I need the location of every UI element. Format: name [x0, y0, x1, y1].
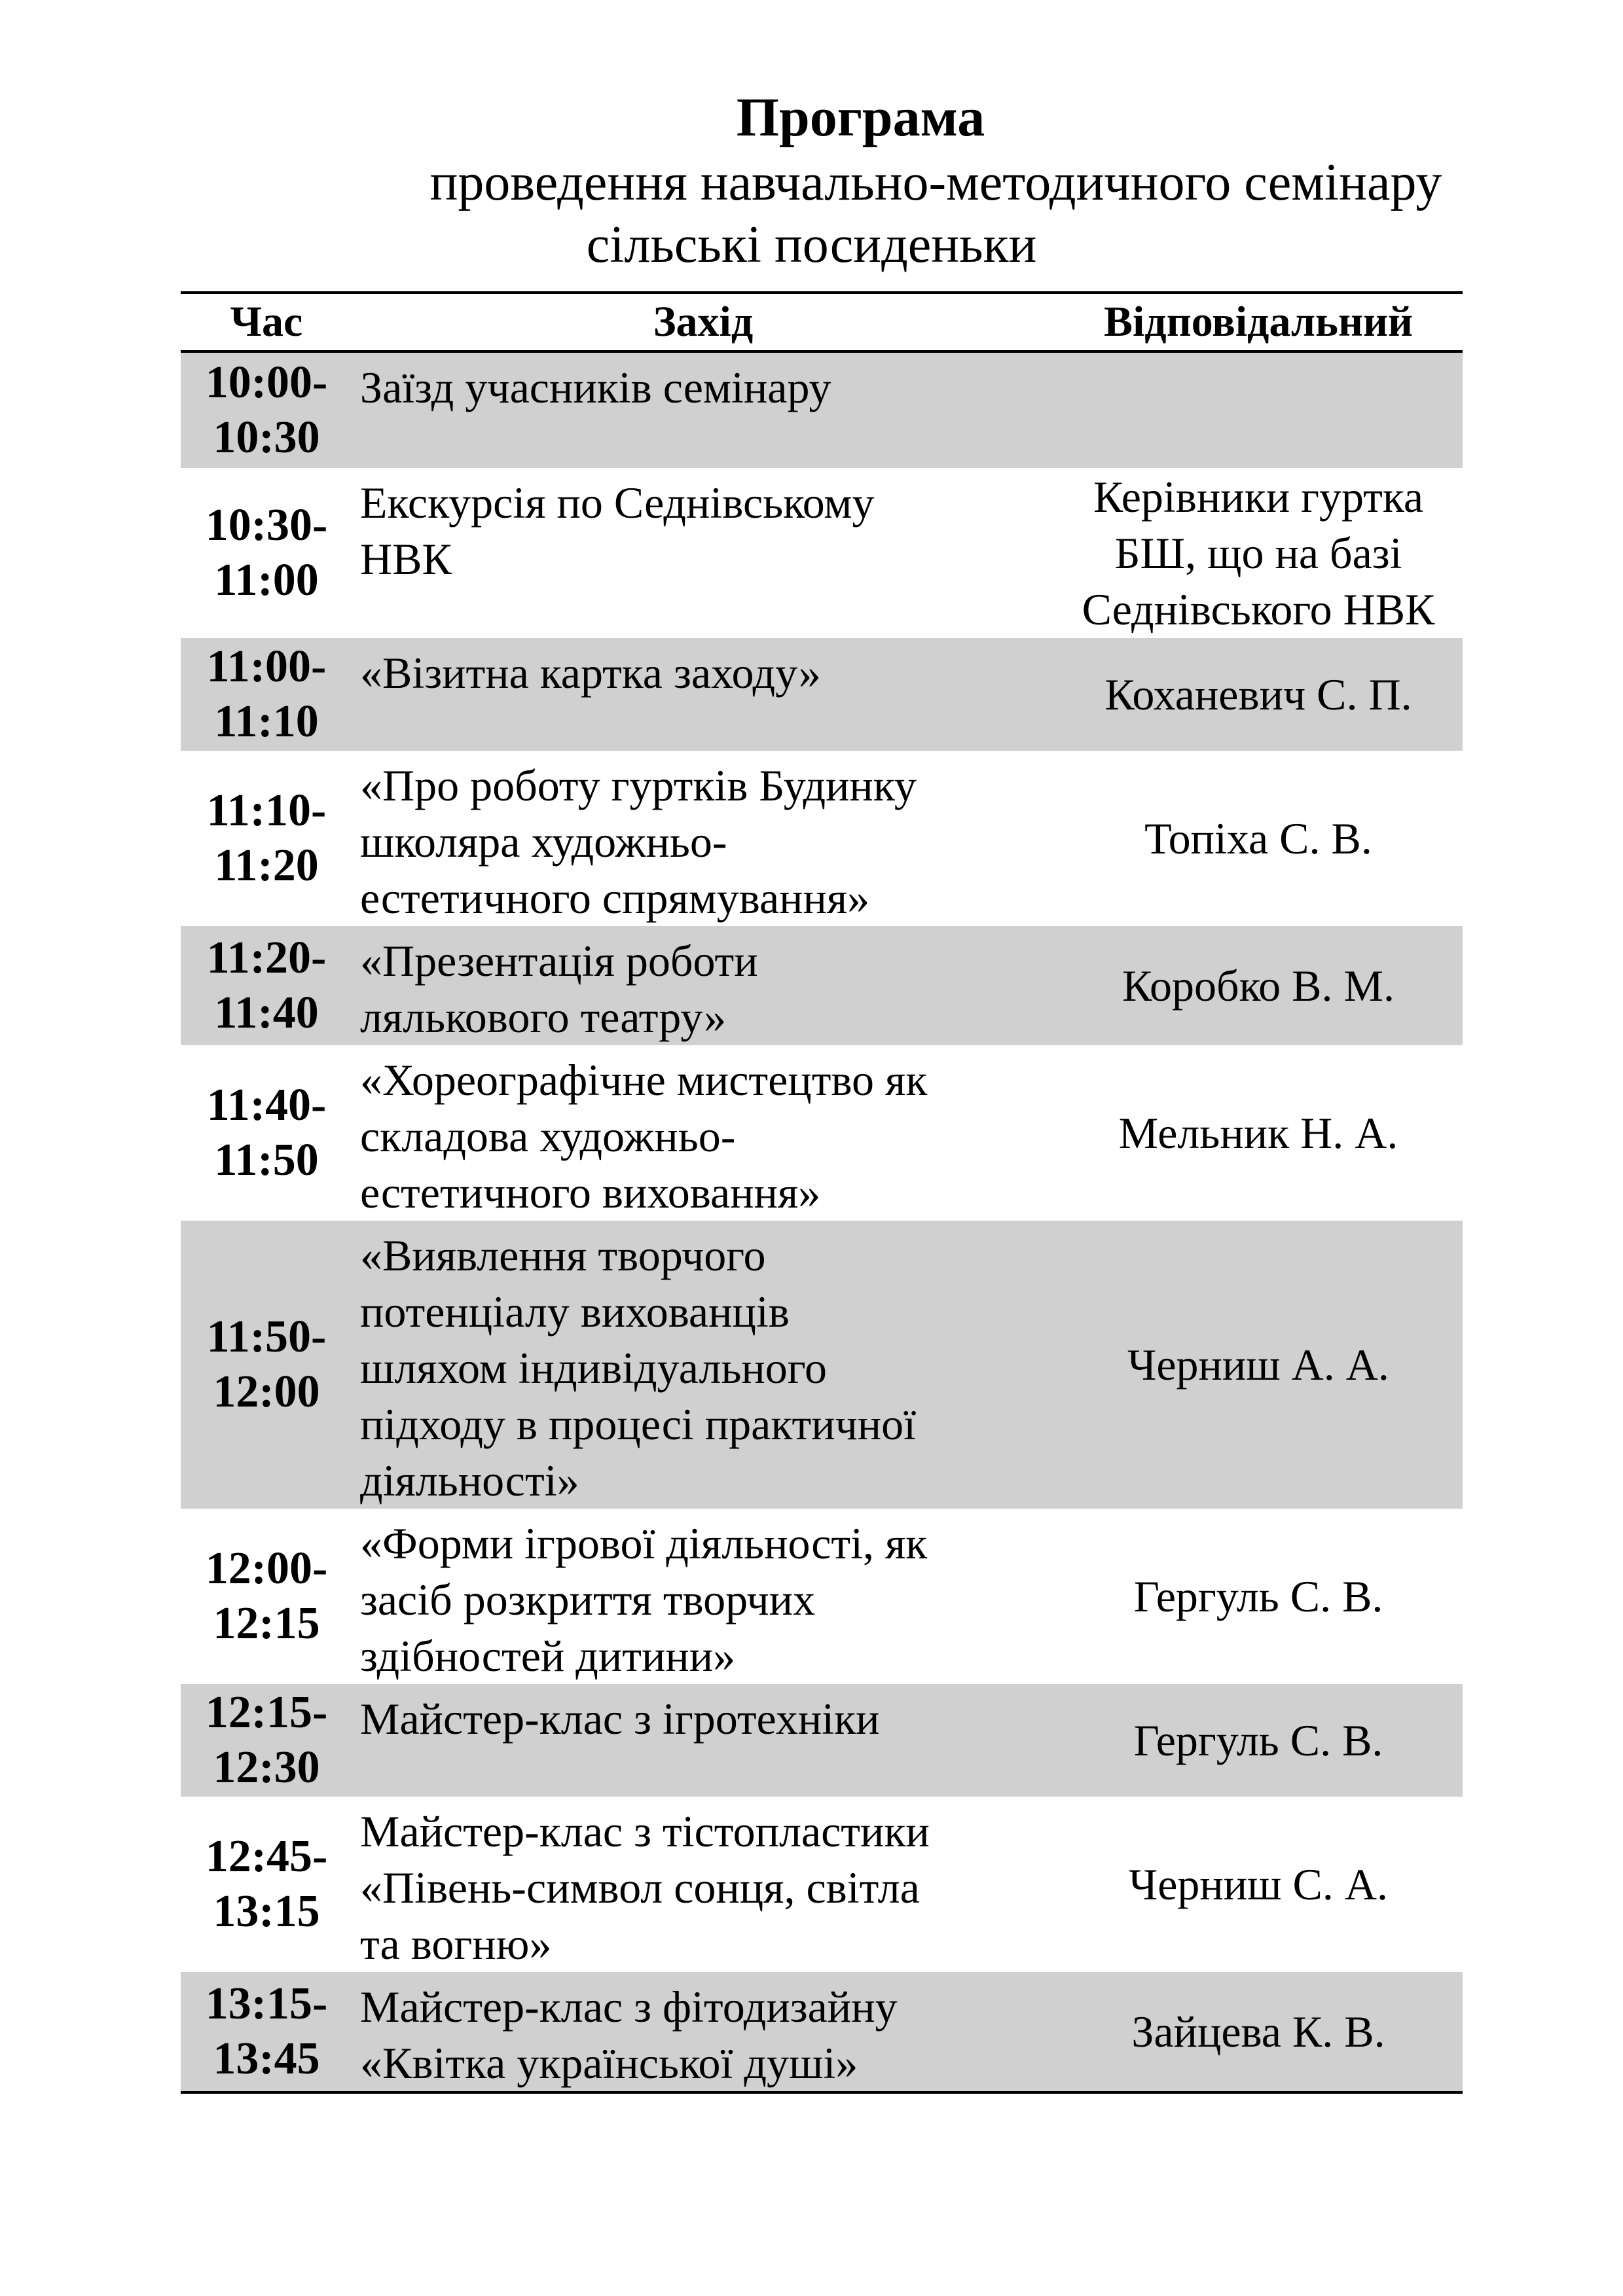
responsible-line: Черниш С. А. [1129, 1859, 1388, 1909]
event-line: школяра художньо- [360, 817, 727, 867]
title-block [0, 85, 1623, 275]
header-responsible: Відповідальний [1054, 293, 1463, 351]
table-row [181, 1972, 1463, 2092]
responsible-cell [1054, 351, 1463, 468]
responsible-line: БШ, що на базі [1114, 528, 1402, 578]
responsible-line: Зайцева К. В. [1131, 2007, 1385, 2056]
header-time: Час [181, 293, 352, 351]
table-row [181, 1797, 1463, 1972]
event-cell [352, 751, 1054, 926]
time-cell [181, 351, 352, 468]
time-end: 11:10 [214, 696, 319, 747]
responsible-cell [1054, 751, 1463, 926]
responsible-cell [1054, 1221, 1463, 1509]
responsible-cell [1054, 1684, 1463, 1797]
time-end: 13:15 [213, 1886, 320, 1937]
responsible-cell [1054, 468, 1463, 638]
event-line: лялькового театру» [360, 992, 727, 1042]
time-cell [181, 926, 352, 1045]
event-line: здібностей дитини» [360, 1631, 736, 1681]
document-subtitle-2: сільські посиденьки [586, 216, 1037, 274]
table-row [181, 1509, 1463, 1684]
time-start: 13:15- [205, 1979, 328, 2029]
event-line: Майстер-клас з фітодизайну [360, 1982, 898, 2032]
responsible-line: Гергуль С. В. [1133, 1715, 1383, 1765]
time-cell [181, 1972, 352, 2092]
event-line: засіб розкриття творчих [360, 1575, 816, 1624]
responsible-line: Черниш А. А. [1127, 1340, 1389, 1390]
time-cell [181, 1797, 352, 1972]
event-line: Майстер-клас з ігротехніки [360, 1694, 880, 1744]
event-line: діяльності» [360, 1456, 579, 1505]
event-line: Заїзд учасників семінару [360, 363, 831, 412]
responsible-cell [1054, 638, 1463, 751]
responsible-cell [1054, 1045, 1463, 1221]
event-line: підходу в процесі практичної [360, 1399, 917, 1449]
event-cell [352, 1797, 1054, 1972]
time-cell [181, 1684, 352, 1797]
event-cell [352, 1221, 1054, 1509]
responsible-cell [1054, 1797, 1463, 1972]
event-line: естетичного спрямування» [360, 873, 870, 923]
event-cell [352, 1509, 1054, 1684]
event-line: НВК [360, 534, 452, 584]
table-row [181, 1684, 1463, 1797]
time-end: 12:00 [213, 1367, 320, 1417]
time-end: 13:45 [213, 2034, 320, 2084]
time-start: 12:45- [205, 1831, 328, 1882]
time-cell [181, 751, 352, 926]
time-cell [181, 1221, 352, 1509]
time-end: 11:00 [214, 555, 319, 605]
event-line: «Хореографічне мистецтво як [360, 1055, 928, 1105]
event-cell [352, 1045, 1054, 1221]
event-cell [352, 468, 1054, 638]
table-row [181, 638, 1463, 751]
responsible-line: Гергуль С. В. [1133, 1571, 1383, 1621]
event-line: «Виявлення творчого [360, 1230, 766, 1280]
responsible-line: Топіха С. В. [1144, 814, 1372, 863]
document-subtitle: проведення навчально-методичного семінару [429, 154, 1442, 211]
event-line: естетичного виховання» [360, 1168, 821, 1217]
time-start: 12:00- [205, 1543, 328, 1594]
responsible-line: Седнівського НВК [1082, 584, 1435, 634]
responsible-cell [1054, 1509, 1463, 1684]
document-title: Програма [736, 87, 985, 148]
responsible-line: Коробко В. М. [1122, 961, 1395, 1011]
responsible-cell [1054, 1972, 1463, 2092]
time-start: 10:30- [205, 500, 328, 550]
program-table [181, 291, 1463, 2094]
table-row [181, 926, 1463, 1045]
time-start: 10:00- [205, 357, 328, 408]
event-line: «Презентація роботи [360, 936, 758, 986]
responsible-line: Коханевич С. П. [1104, 670, 1412, 719]
event-line: Екскурсія по Седнівському [360, 478, 875, 528]
time-start: 11:40- [206, 1080, 327, 1130]
event-cell [352, 1684, 1054, 1797]
responsible-line: Керівники гуртка [1093, 472, 1424, 522]
time-end: 12:15 [213, 1598, 320, 1649]
responsible-line: Мельник Н. А. [1118, 1108, 1398, 1158]
event-cell [352, 1972, 1054, 2092]
time-end: 11:40 [214, 988, 319, 1038]
table-row [181, 751, 1463, 926]
table-header-row [181, 293, 1463, 351]
time-end: 10:30 [213, 412, 320, 463]
time-start: 11:50- [206, 1312, 327, 1362]
event-line: «Візитна картка заходу» [360, 648, 821, 698]
time-cell [181, 468, 352, 638]
time-end: 12:30 [213, 1742, 320, 1793]
time-end: 11:20 [214, 840, 319, 891]
table-row [181, 351, 1463, 468]
event-line: «Форми ігрової діяльності, як [360, 1518, 928, 1568]
time-start: 11:20- [206, 933, 327, 983]
header-event: Захід [352, 293, 1054, 351]
time-cell [181, 1509, 352, 1684]
event-cell [352, 351, 1054, 468]
event-line: шляхом індивідуального [360, 1343, 828, 1393]
event-cell [352, 638, 1054, 751]
event-line: потенціалу вихованців [360, 1287, 790, 1336]
table-row [181, 1045, 1463, 1221]
time-start: 11:00- [206, 641, 327, 692]
time-cell [181, 1045, 352, 1221]
event-line: «Квітка української душі» [360, 2038, 858, 2088]
event-cell [352, 926, 1054, 1045]
event-line: складова художньо- [360, 1111, 736, 1161]
table-row [181, 1221, 1463, 1509]
time-end: 11:50 [214, 1135, 319, 1185]
responsible-cell [1054, 926, 1463, 1045]
event-line: «Про роботу гуртків Будинку [360, 761, 917, 810]
event-line: Майстер-клас з тістопластики [360, 1806, 930, 1856]
time-start: 12:15- [205, 1687, 328, 1738]
event-line: «Півень-символ сонця, світла [360, 1863, 920, 1912]
time-start: 11:10- [206, 785, 327, 836]
table-row [181, 468, 1463, 638]
event-line: та вогню» [360, 1919, 552, 1969]
time-cell [181, 638, 352, 751]
